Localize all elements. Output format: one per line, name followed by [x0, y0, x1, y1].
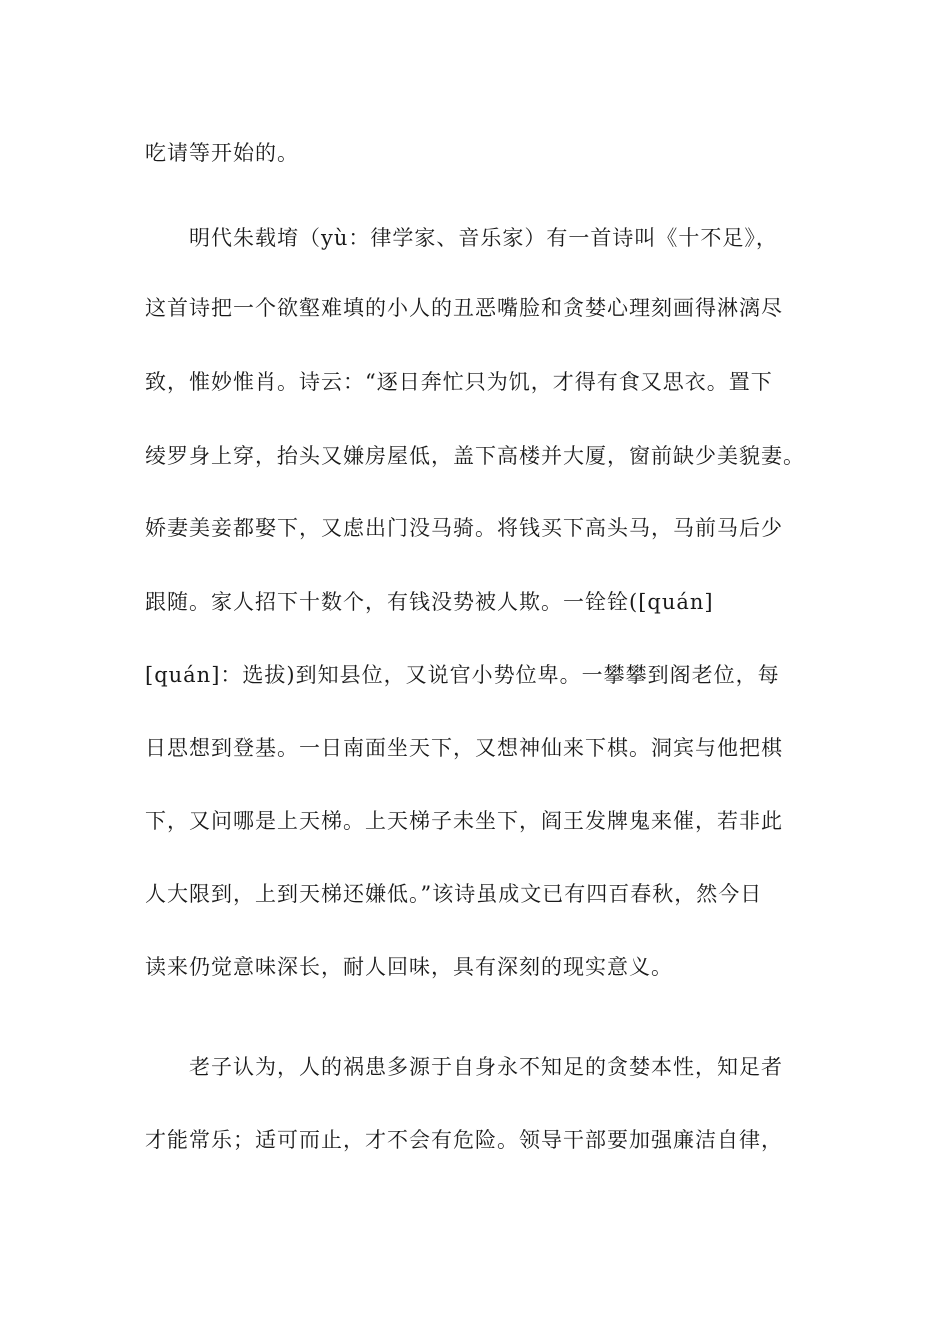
- text-line: 吃请等开始的。: [145, 141, 299, 165]
- text-line: 致，惟妙惟肖。诗云：“逐日奔忙只为饥，才得有食又思衣。置下: [145, 370, 773, 394]
- paragraph-first-line: 明代朱载堉（yù：律学家、音乐家）有一首诗叫《十不足》，: [189, 226, 778, 250]
- text-line: [quán]：选拔)到知县位，又说官小势位卑。一攀攀到阁老位，每: [145, 663, 780, 687]
- text-line: 人大限到，上到天梯还嫌低。”该诗虽成文已有四百春秋，然今日: [145, 882, 763, 906]
- text-line: 跟随。家人招下十数个，有钱没势被人欺。一铨铨([quán]: [145, 590, 714, 614]
- paragraph-first-line: 老子认为，人的祸患多源于自身永不知足的贪婪本性，知足者: [189, 1055, 783, 1079]
- text-line: 读来仍觉意味深长，耐人回味，具有深刻的现实意义。: [145, 955, 673, 979]
- text-line: 日思想到登基。一日南面坐天下，又想神仙来下棋。洞宾与他把棋: [145, 736, 783, 760]
- text-line: 娇妻美妾都娶下，又虑出门没马骑。将钱买下高头马，马前马后少: [145, 516, 783, 540]
- text-line: 下，又问哪是上天梯。上天梯子未坐下，阎王发牌鬼来催，若非此: [145, 809, 783, 833]
- text-line: 才能常乐；适可而止，才不会有危险。领导干部要加强廉洁自律，: [145, 1128, 783, 1152]
- text-line: 绫罗身上穿，抬头又嫌房屋低，盖下高楼并大厦，窗前缺少美貌妻。: [145, 444, 805, 468]
- text-line: 这首诗把一个欲壑难填的小人的丑恶嘴脸和贪婪心理刻画得淋漓尽: [145, 296, 783, 320]
